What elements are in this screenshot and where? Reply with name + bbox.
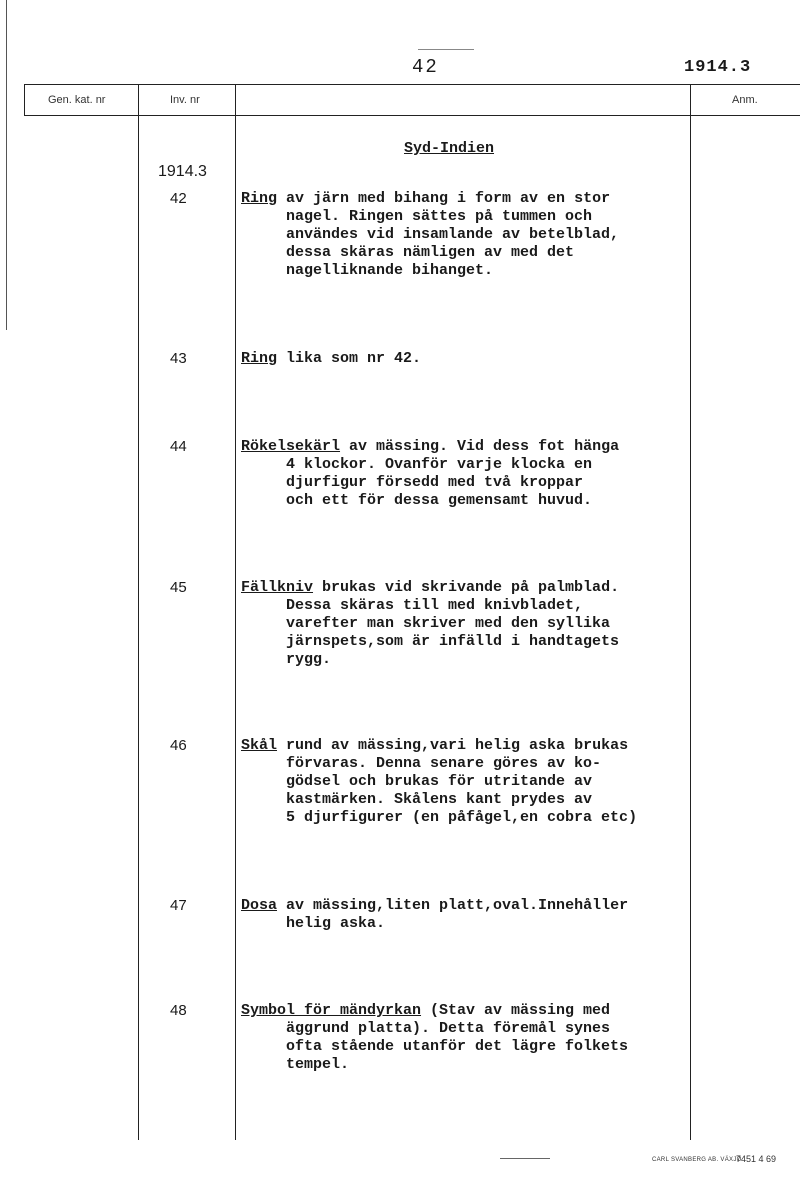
page-number-rule <box>418 49 474 50</box>
entry-first-line: (Stav av mässing med <box>421 1002 611 1019</box>
header-bottom-rule <box>24 115 800 116</box>
entry-first-line: lika som nr 42. <box>277 350 422 367</box>
entry-term: Dosa <box>241 897 278 914</box>
section-title: Syd-Indien <box>404 140 495 157</box>
page-number: 42 <box>412 56 439 78</box>
inv-number: 44 <box>170 438 187 455</box>
header-top-rule <box>24 84 800 85</box>
column-header-anm: Anm. <box>732 94 758 106</box>
entry-term: Rökelsekärl <box>241 438 341 455</box>
entry-continuation: Dessa skäras till med knivbladet, varefter man skriver med den syllika järnspets,som är infälld i handtagets rygg. <box>286 597 620 668</box>
entry-term: Symbol för mändyrkan <box>241 1002 422 1019</box>
inv-number: 47 <box>170 897 187 914</box>
catalog-entry <box>241 438 701 510</box>
catalog-entry <box>241 190 701 280</box>
printer-imprint: CARL SVANBERG AB. VÄXJÖ <box>652 1157 742 1163</box>
collection-number: 1914.3 <box>158 163 207 180</box>
form-code: 7451 4 69 <box>736 1154 777 1164</box>
catalog-entry <box>241 1002 701 1074</box>
inv-number: 45 <box>170 579 187 596</box>
inv-number: 46 <box>170 737 187 754</box>
catalog-entry <box>241 897 701 933</box>
entry-term: Skål <box>241 737 278 754</box>
inv-number: 48 <box>170 1002 187 1019</box>
entry-continuation: äggrund platta). Detta föremål synes ofta stående utanför det lägre folkets tempel. <box>286 1020 629 1073</box>
entry-first-line: brukas vid skrivande på palmblad. <box>313 579 620 596</box>
catalog-entry <box>241 350 701 368</box>
column-divider-2 <box>235 84 236 1140</box>
column-header-gen-kat: Gen. kat. nr <box>48 94 106 106</box>
entry-first-line: av mässing,liten platt,oval.Innehåller <box>277 897 629 914</box>
column-divider-1 <box>138 84 139 1140</box>
entry-first-line: rund av mässing,vari helig aska brukas <box>277 737 629 754</box>
entry-first-line: av järn med bihang i form av en stor <box>277 190 611 207</box>
entry-term: Ring <box>241 350 278 367</box>
header-left-border <box>24 84 25 116</box>
column-header-inv: Inv. nr <box>170 94 200 106</box>
entry-term: Fällkniv <box>241 579 314 596</box>
entry-continuation: nagel. Ringen sättes på tummen och användes vid insamlande av betelblad, dessa skäras nämligen av med det nagelliknande bihanget. <box>286 208 620 279</box>
inv-number: 43 <box>170 350 187 367</box>
entry-continuation: förvaras. Denna senare göres av ko- gödsel och brukas för utritande av kastmärken. Skålens kant prydes av 5 djurfigurer (en påfågel,en cobra etc) <box>286 755 638 826</box>
entry-first-line: av mässing. Vid dess fot hänga <box>340 438 620 455</box>
entry-term: Ring <box>241 190 278 207</box>
catalog-entry <box>241 737 711 827</box>
inv-number: 42 <box>170 190 187 207</box>
entry-continuation: helig aska. <box>241 915 386 932</box>
margin-mark <box>6 0 7 330</box>
footer-rule <box>500 1158 550 1159</box>
entry-continuation: 4 klockor. Ovanför varje klocka en djurfigur försedd med två kroppar och ett för dessa gemensamt huvud. <box>286 456 593 509</box>
catalog-entry <box>241 579 701 669</box>
page-code: 1914.3 <box>684 58 752 77</box>
